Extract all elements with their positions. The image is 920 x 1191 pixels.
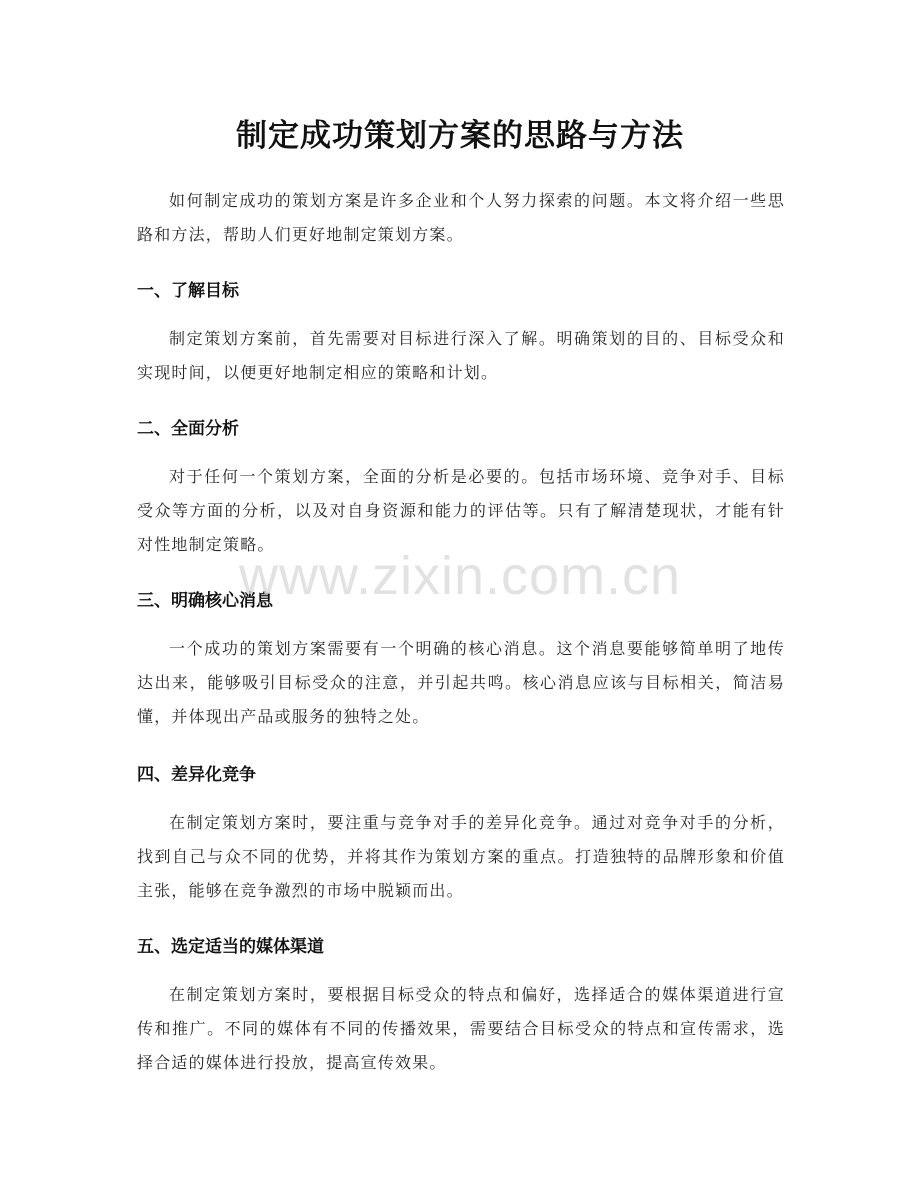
section-body-2: 对于任何一个策划方案，全面的分析是必要的。包括市场环境、竞争对手、目标受众等方面的分析，以及对自身资源和能力的评估等。只有了解清楚现状，才能有针对性地制定策略。 (137, 467, 785, 554)
section-body-5: 在制定策划方案时，要根据目标受众的特点和偏好，选择适合的媒体渠道进行宣传和推广。不同的媒体有不同的传播效果，需要结合目标受众的特点和宣传需求，选择合适的媒体进行投放，提高宣传效果。 (137, 985, 785, 1072)
section-heading-1: 一、了解目标 (137, 281, 239, 301)
section-body-1: 制定策划方案前，首先需要对目标进行深入了解。明确策划的目的、目标受众和实现时间，以便更好地制定相应的策略和计划。 (137, 329, 785, 382)
intro-paragraph: 如何制定成功的策划方案是许多企业和个人努力探索的问题。本文将介绍一些思路和方法，帮助人们更好地制定策划方案。 (137, 191, 785, 244)
watermark: www.zixin.com.cn (238, 546, 682, 606)
section-heading-4: 四、差异化竞争 (137, 765, 256, 785)
section-heading-5: 五、选定适当的媒体渠道 (137, 937, 324, 957)
section-heading-3: 三、明确核心消息 (137, 591, 273, 611)
page-title: 制定成功策划方案的思路与方法 (236, 118, 684, 154)
section-body-4: 在制定策划方案时，要注重与竞争对手的差异化竞争。通过对竞争对手的分析，找到自己与众不同的优势，并将其作为策划方案的重点。打造独特的品牌形象和价值主张，能够在竞争激烈的市场中脱颖而出。 (137, 813, 785, 900)
section-body-3: 一个成功的策划方案需要有一个明确的核心消息。这个消息要能够简单明了地传达出来，能够吸引目标受众的注意，并引起共鸣。核心消息应该与目标相关，简洁易懂，并体现出产品或服务的独特之处。 (137, 639, 785, 726)
section-heading-2: 二、全面分析 (137, 419, 239, 439)
